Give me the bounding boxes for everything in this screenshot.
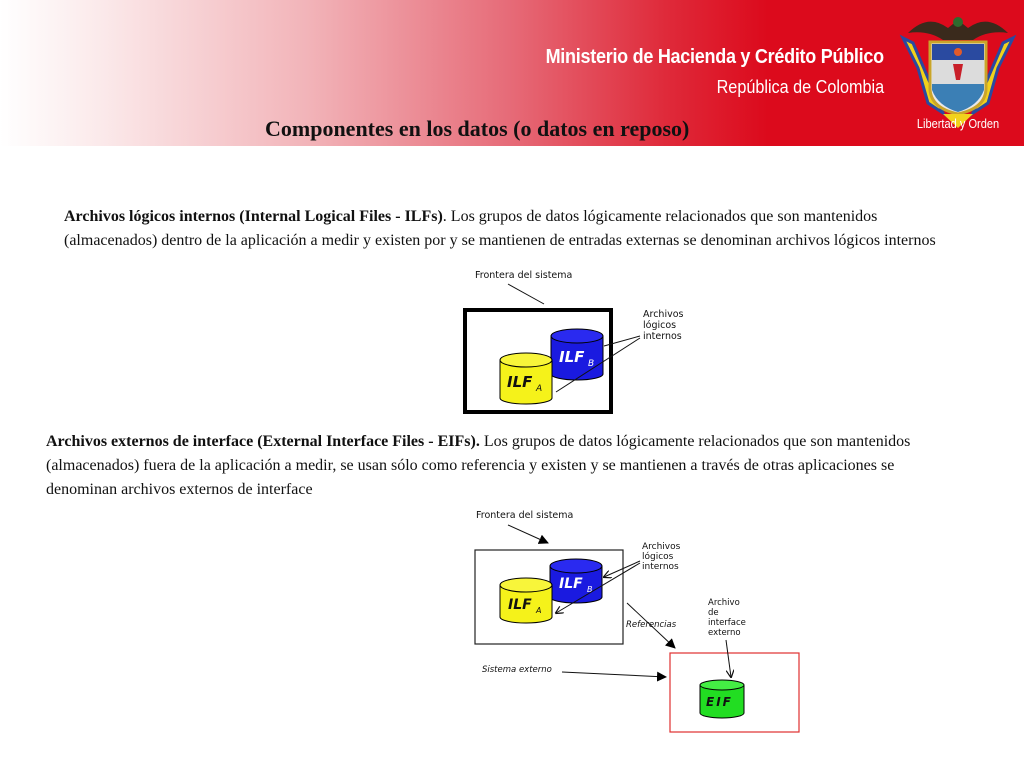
svg-text:A: A [536, 384, 543, 394]
motto: Libertad y Orden [916, 116, 1000, 131]
svg-text:ILF: ILF [559, 348, 585, 366]
references-label: Referencias [626, 620, 677, 630]
files-label-3: internos [642, 562, 679, 572]
boundary-pointer [508, 525, 548, 543]
header-banner [0, 0, 1024, 146]
ilf-b-cylinder [551, 329, 603, 380]
eif-label-4: externo [708, 628, 741, 638]
ilf-definition: . Los grupos de datos lógicamente relacionados que son mantenidos (almacenados) dentro de la aplicación a medir y existen por y se mantienen de entradas externas se denominan archivos lógicos internos [64, 208, 936, 249]
eif-label-2: de [708, 608, 719, 618]
svg-text:ILF: ILF [507, 373, 533, 391]
ilf-a-cylinder [500, 353, 552, 404]
boundary-label: Frontera del sistema [475, 270, 573, 281]
boundary-label: Frontera del sistema [476, 510, 574, 521]
files-label-3: internos [643, 331, 682, 342]
ilf-diagram [440, 262, 730, 422]
svg-text:EIF: EIF [706, 695, 733, 709]
slide-title: Componentes en los datos (o datos en reposo) [265, 116, 690, 141]
eif-label-1: Archivo [708, 598, 740, 608]
external-system-label: Sistema externo [482, 665, 552, 675]
external-system-arrow [562, 672, 666, 677]
eif-label-3: interface [708, 618, 746, 628]
eif-definition: Los grupos de datos lógicamente relacionados que son mantenidos (almacenados) fuera de la aplicación a medir, se usan sólo como referencia y existen y se mantienen a través de otras aplicaciones se denominan archivos externos de interface [46, 433, 911, 498]
svg-text:A: A [536, 606, 542, 615]
ministry-name: Ministerio de Hacienda y Crédito Público [545, 46, 884, 68]
ilf-paragraph [64, 205, 974, 253]
republic-name: República de Colombia [716, 77, 884, 97]
svg-text:ILF: ILF [559, 576, 583, 592]
files-label-1: Archivos [643, 309, 684, 320]
boundary-pointer [508, 284, 544, 304]
eif-cylinder [700, 680, 744, 718]
eif-term: Archivos externos de interface (External Interface Files - EIFs). [46, 433, 480, 450]
eif-diagram [470, 505, 810, 735]
svg-text:B: B [588, 359, 595, 369]
files-label-1: Archivos [642, 542, 681, 552]
svg-text:ILF: ILF [508, 597, 532, 613]
files-label-2: lógicos [642, 552, 674, 562]
files-label-2: lógicos [643, 320, 677, 331]
eif-paragraph [46, 430, 946, 502]
ilf-a-cylinder [500, 578, 552, 623]
ilf-term: Archivos lógicos internos (Internal Logical Files - ILFs) [64, 208, 443, 225]
svg-text:B: B [587, 585, 593, 594]
ilf-b-cylinder [550, 559, 602, 603]
